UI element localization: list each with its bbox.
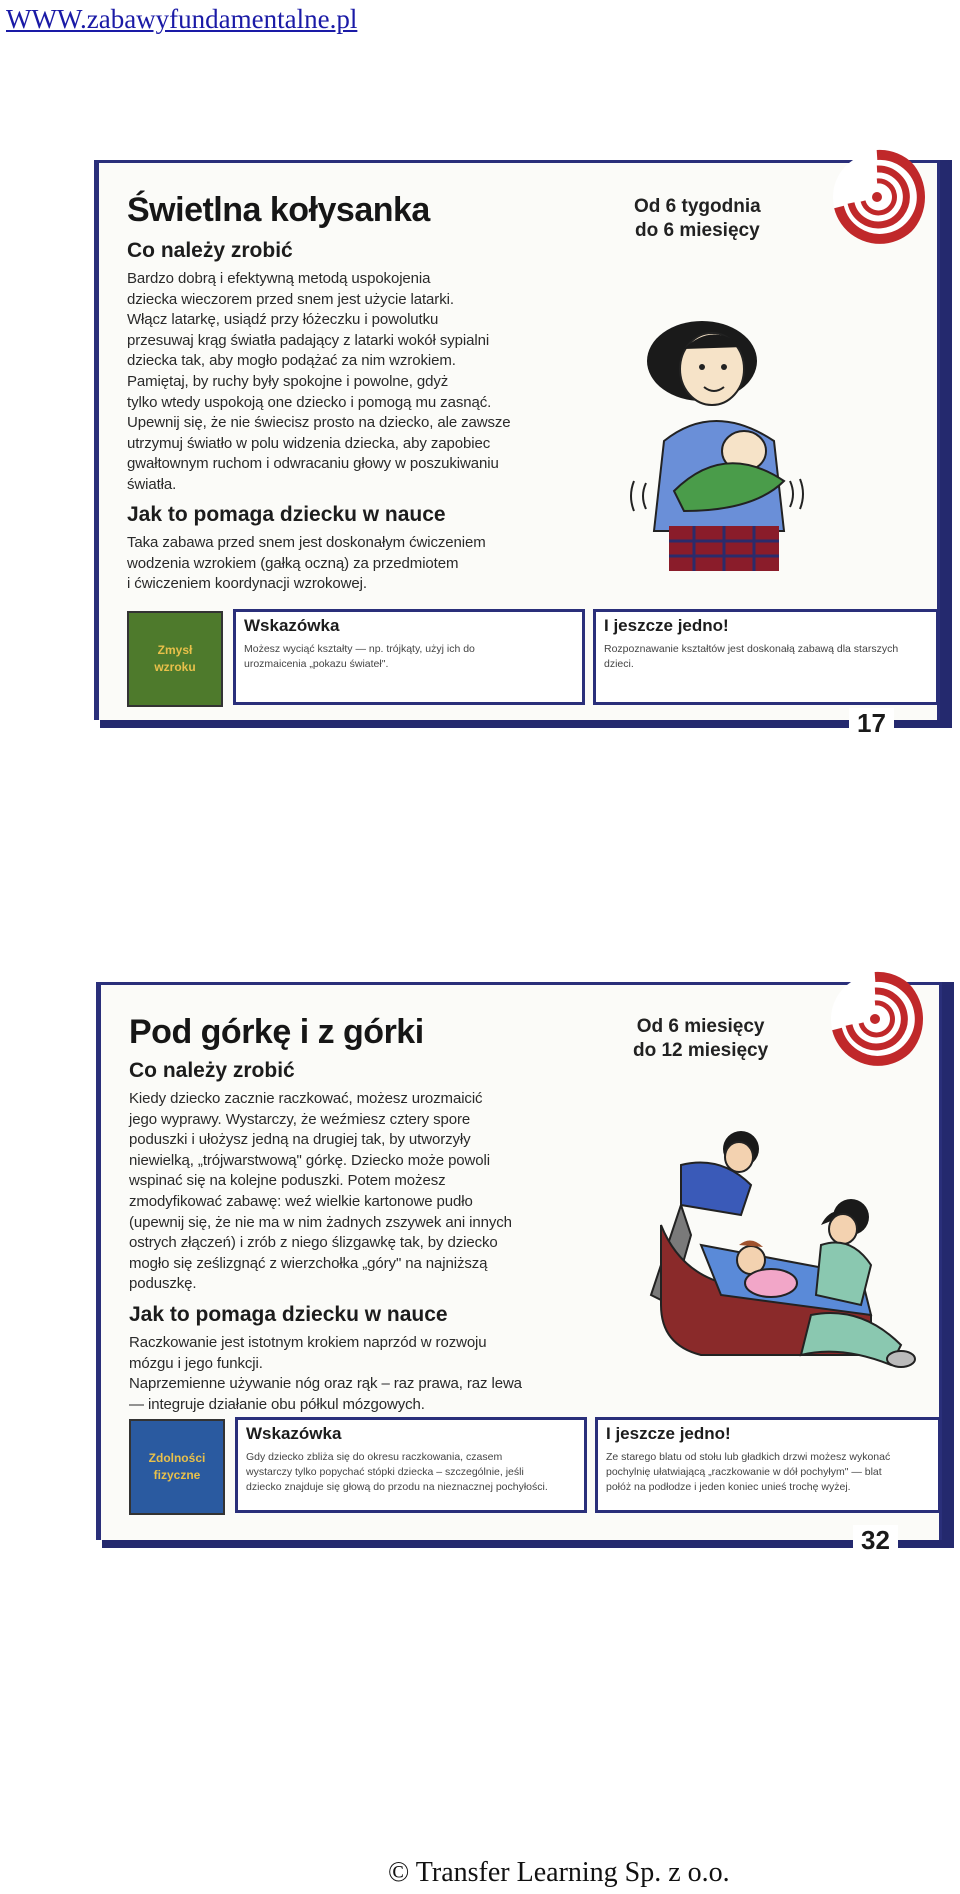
text-line: Upewnij się, że nie świecisz prosto na dziecko, ale zawsze — [127, 414, 511, 432]
how-heading: Jak to pomaga dziecku w nauce — [129, 1303, 448, 1326]
text-line: niewielką, „trójwarstwową" górkę. Dziecko może powoli — [129, 1151, 490, 1169]
text-line: urozmaicenia „pokazu świateł". — [244, 658, 389, 670]
activity-card-2 — [96, 982, 942, 1555]
text-line: Pamiętaj, by ruchy były spokojne i powolne, gdyż — [127, 372, 449, 390]
text-line: zmodyfikować zabawę: weź wielkie kartonowe pudło — [129, 1192, 473, 1210]
text-line: mózgu i jego funkcji. — [129, 1354, 263, 1372]
page-number: 17 — [849, 708, 894, 739]
skill-tag — [129, 1419, 225, 1515]
tip-text — [246, 1450, 578, 1495]
card-title: Świetlna kołysanka — [127, 191, 430, 229]
skill-tag — [127, 611, 223, 707]
age-line-1: Od 6 miesięcy — [636, 1016, 765, 1037]
text-line: (upewnij się, że nie ma w nim żadnych zszywek ani innych — [129, 1213, 512, 1231]
text-line: dziecko znajduje się głową do przodu na nieznacznej pochyłości. — [246, 1481, 548, 1493]
text-line: i ćwiczeniem koordynacji wzrokowej. — [127, 575, 367, 593]
more-text — [604, 642, 930, 672]
tip-title: Wskazówka — [246, 1424, 342, 1443]
text-line: Rozpoznawanie kształtów jest doskonałą zabawą dla starszych — [604, 643, 899, 655]
tip-text — [244, 642, 576, 672]
more-box — [595, 1417, 941, 1513]
text-line: Bardzo dobrą i efektywną metodą uspokojenia — [127, 270, 431, 287]
what-heading: Co należy zrobić — [127, 239, 293, 262]
text-line: Raczkowanie jest istotnym krokiem naprzód w rozwoju — [129, 1334, 487, 1351]
text-line: Naprzemienne używanie nóg oraz rąk – raz prawa, raz lewa — [129, 1375, 522, 1393]
tag-line: wzroku — [154, 660, 196, 674]
shell-logo-icon — [829, 147, 925, 247]
age-range — [634, 195, 761, 243]
what-text — [129, 1089, 512, 1295]
tip-box — [235, 1417, 587, 1513]
age-line-1: Od 6 tygodnia — [634, 196, 761, 217]
age-line-2: do 6 miesięcy — [635, 220, 760, 241]
page-number: 32 — [853, 1525, 898, 1556]
text-line: wystarczy tylko popychać stópki dziecka – szczególnie, jeśli — [246, 1466, 524, 1478]
text-line: dziecka tak, aby mogło podążać za nim wzrokiem. — [127, 352, 456, 370]
parents-child-illustration — [621, 1125, 921, 1405]
text-line: poduszki i ułożysz jedną na drugiej tak, by utworzyły — [129, 1131, 471, 1149]
text-line: Taka zabawa przed snem jest doskonałym ćwiczeniem — [127, 534, 486, 551]
age-range — [633, 1015, 768, 1063]
text-line: Kiedy dziecko zacznie raczkować, możesz urozmaicić — [129, 1090, 483, 1107]
text-line: mogło się ześlizgnąć z wierzchołka „góry" na najniższą — [129, 1254, 488, 1272]
more-box — [593, 609, 939, 705]
how-heading: Jak to pomaga dziecku w nauce — [127, 503, 446, 526]
how-text — [127, 533, 486, 595]
tip-title: Wskazówka — [244, 616, 340, 635]
text-line: dzieci. — [604, 658, 634, 670]
tag-line: Zdolności — [148, 1451, 206, 1465]
what-text — [127, 269, 511, 496]
how-text — [129, 1333, 522, 1415]
tag-line: Zmysł — [157, 643, 193, 657]
text-line: dziecka wieczorem przed snem jest użycie latarki. — [127, 290, 454, 308]
text-line: wspinać się na kolejne poduszki. Potem możesz — [129, 1172, 446, 1190]
tag-line: fizyczne — [153, 1468, 201, 1482]
text-line: jego wyprawy. Wystarczy, że weźmiesz cztery spore — [129, 1110, 471, 1128]
more-text — [606, 1450, 932, 1495]
text-line: pochylnię ułatwiającą „raczkowanie w dół pochyłym" — blat — [606, 1466, 882, 1478]
text-line: światła. — [127, 475, 177, 493]
text-line: połóż na podłodze i jeden koniec unieś trochę wyżej. — [606, 1481, 851, 1493]
text-line: ostrych złączeń) i zrób z niego ślizgawkę tak, by dziecko — [129, 1234, 498, 1252]
text-line: Gdy dziecko zbliża się do okresu raczkowania, czasem — [246, 1451, 503, 1463]
card-title: Pod górkę i z górki — [129, 1013, 424, 1051]
copyright-footer: © Transfer Learning Sp. z o.o. — [388, 1857, 730, 1888]
text-line: wodzenia wzrokiem (gałką oczną) za przedmiotem — [127, 554, 459, 572]
text-line: przesuwaj krąg światła padający z latarki wokół sypialni — [127, 331, 490, 349]
text-line: utrzymuj światło w polu widzenia dziecka, aby zapobiec — [127, 434, 491, 452]
text-line: — integruje działanie obu półkul mózgowych. — [129, 1395, 425, 1413]
activity-card-1 — [94, 160, 940, 738]
tip-box — [233, 609, 585, 705]
more-title: I jeszcze jedno! — [604, 616, 729, 635]
mother-baby-illustration — [624, 291, 814, 571]
text-line: Włącz latarkę, usiądź przy łóżeczku i powolutku — [127, 311, 439, 329]
more-title: I jeszcze jedno! — [606, 1424, 731, 1443]
text-line: tylko wtedy uspokoją one dziecko i pomogą mu zasnąć. — [127, 393, 492, 411]
text-line: poduszkę. — [129, 1275, 197, 1293]
shell-logo-icon — [827, 969, 923, 1069]
text-line: gwałtownym ruchom i odwracaniu głowy w poszukiwaniu — [127, 455, 499, 473]
what-heading: Co należy zrobić — [129, 1059, 295, 1082]
site-link[interactable]: WWW.zabawyfundamentalne.pl — [6, 4, 358, 34]
age-line-2: do 12 miesięcy — [633, 1040, 769, 1061]
text-line: Ze starego blatu od stołu lub gładkich drzwi możesz wykonać — [606, 1451, 891, 1463]
text-line: Możesz wyciąć kształty — np. trójkąty, użyj ich do — [244, 643, 475, 655]
